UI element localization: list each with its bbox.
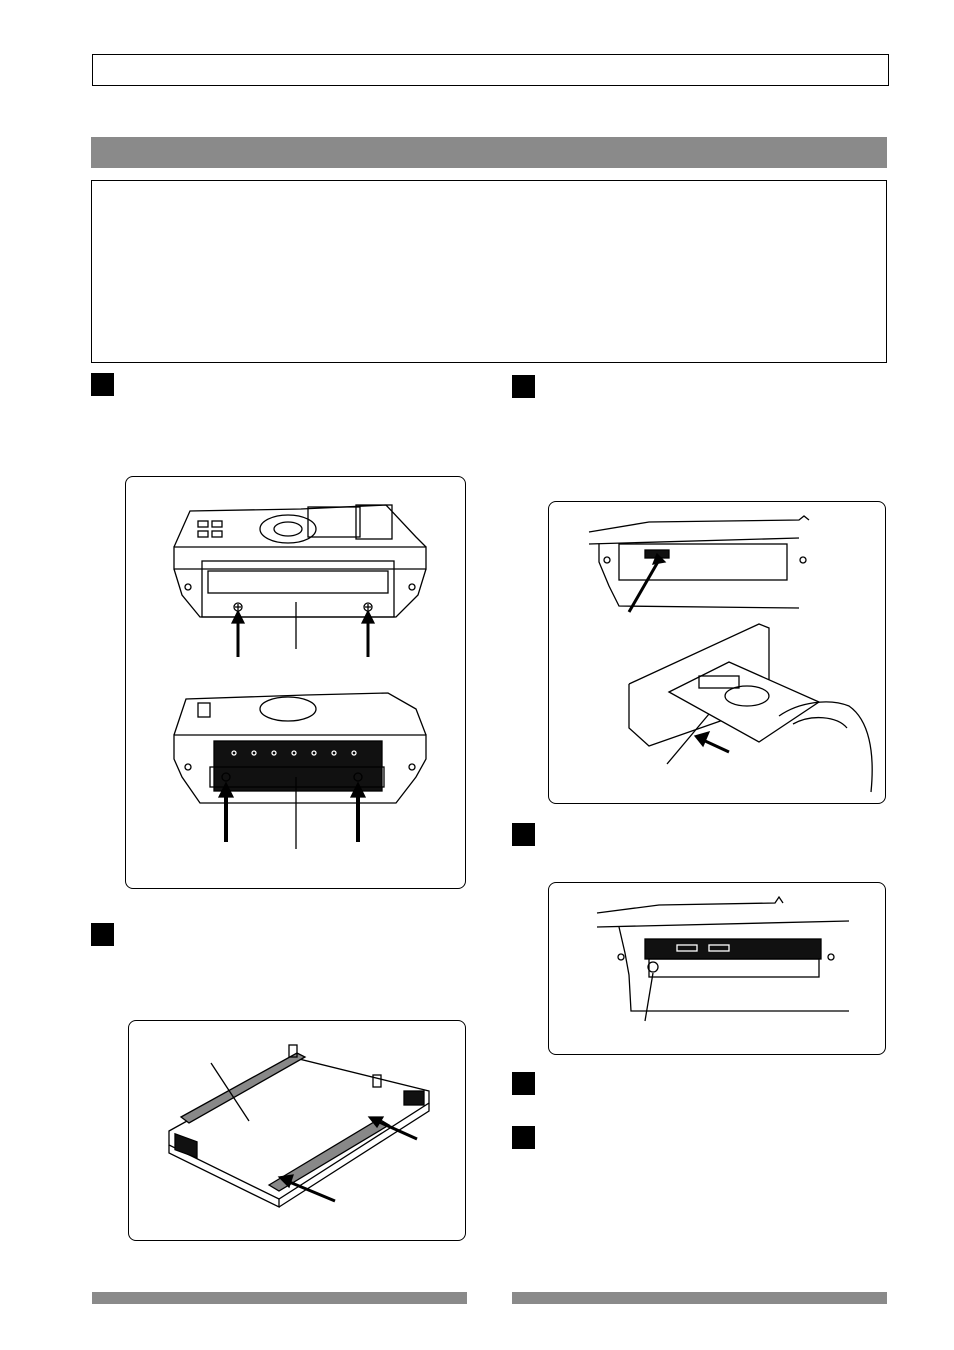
- drive-brackets-illustration: [129, 1021, 467, 1242]
- step-marker-4: [512, 823, 535, 846]
- figure-installed-drive: [548, 882, 886, 1055]
- figure-front-panel: [125, 476, 466, 889]
- step-marker-2: [91, 923, 114, 946]
- footer-bar-left: [92, 1292, 467, 1304]
- figure-drive-brackets: [128, 1020, 466, 1241]
- installed-drive-illustration: [549, 883, 887, 1056]
- step-marker-3: [512, 375, 535, 398]
- section-title-bar: [91, 137, 887, 168]
- page-header-box: [92, 54, 889, 86]
- step-marker-5: [512, 1072, 535, 1095]
- footer-bar-right: [512, 1292, 887, 1304]
- front-panel-illustration: [126, 477, 467, 890]
- insert-drive-illustration: [549, 502, 887, 805]
- step-marker-1: [91, 373, 114, 396]
- notes-box: [91, 180, 887, 363]
- step-marker-6: [512, 1126, 535, 1149]
- figure-insert-drive: [548, 501, 886, 804]
